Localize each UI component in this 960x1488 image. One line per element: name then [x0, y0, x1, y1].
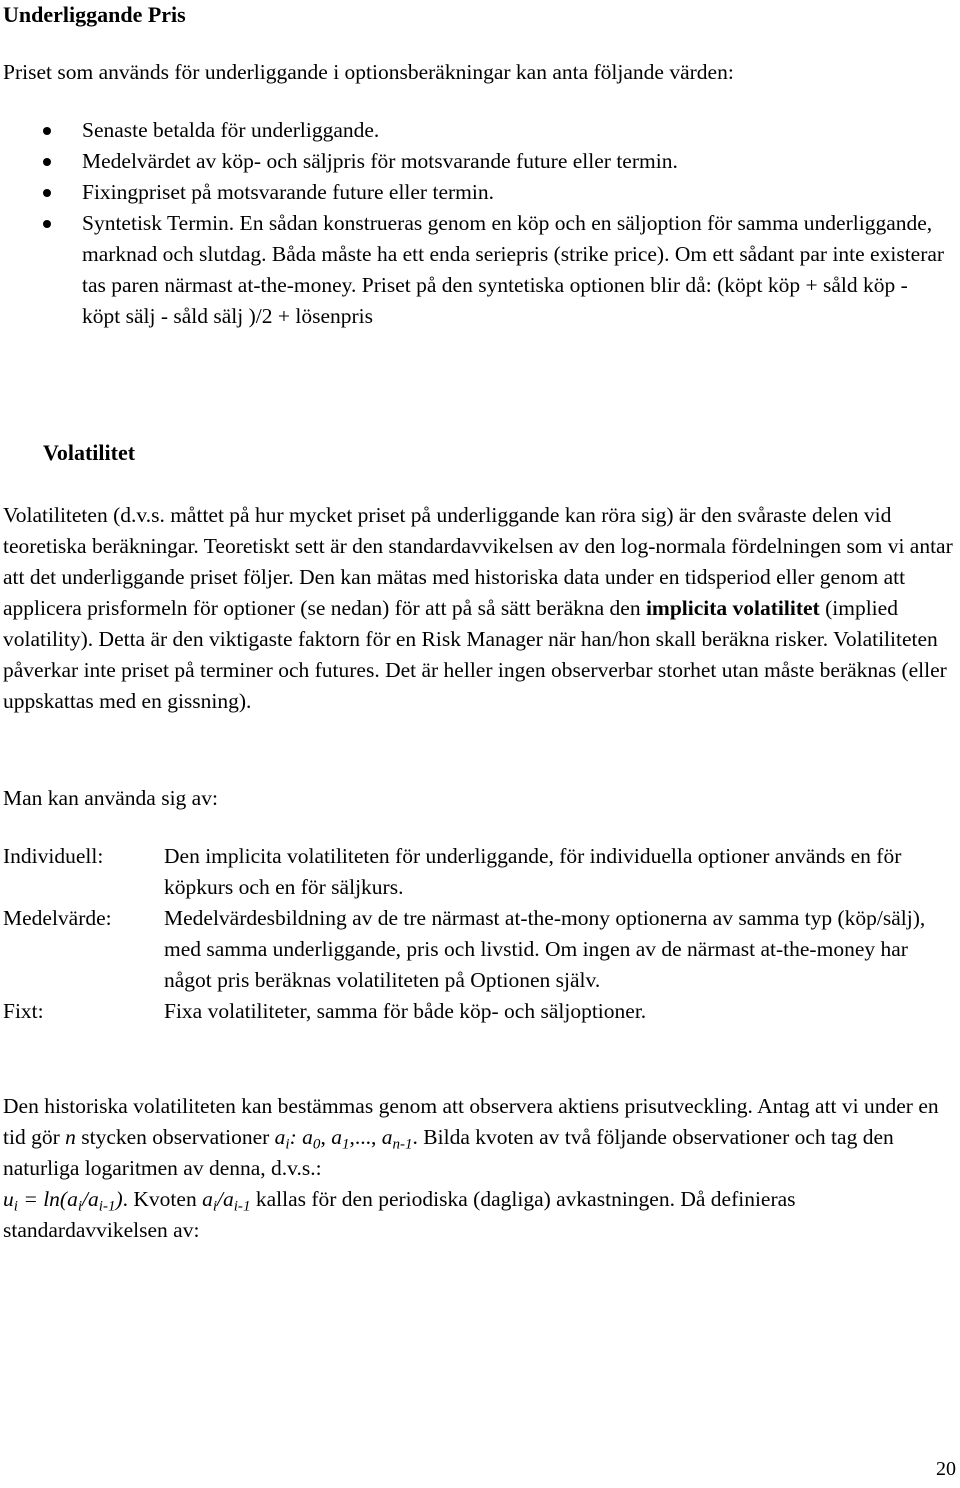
- price-options-list: [0, 115, 950, 332]
- implicit-volatility-term: implicita volatilitet: [645, 596, 820, 620]
- bullet-icon: [43, 189, 51, 197]
- historical-volatility-paragraph: Den historiska volatiliteten kan bestämmas genom att observera aktiens prisutveckling. Antag att vi under en tid gör n stycken observationer $a_i$: $a_0$, $a_1$,..., $a_{n-1}$. Bilda kvoten av två följande observationer och tag den naturliga logaritmen av denna, d.v.s.: $u_i = \ln(a_i/a_{i-1})$. Kvoten $a_i/a_{i-1}$ kallas för den periodiska (dagliga) avkastningen. Då definieras standardavvikelsen av:: [3, 1094, 939, 1242]
- heading-underliggande-pris: Underliggande Pris: [3, 2, 186, 27]
- volatility-paragraph: Volatiliteten (d.v.s. måttet på hur mycket priset på underliggande kan röra sig) är den svåraste delen vid teoretiska beräkningar. Teoretiskt sett är den standardavvikelsen av den log-normala fördelningen som vi antar att det underliggande priset följer. Den kan mätas med historiska data under en tidsperiod eller genom att applicera prisformeln för optioner (se nedan) för att på så sätt beräkna den implicita volatilitet (implied volatility). Detta är den viktigaste faktorn för en Risk Manager när han/hon skall beräkna risker. Volatiliteten påverkar inte priset på terminer och futures. Det är heller ingen observerbar storhet utan måste beräknas (eller uppskattas med en gissning).: [3, 503, 953, 713]
- bullet-icon: [43, 127, 51, 135]
- list-item: Fixingpriset på motsvarande future eller termin.: [0, 177, 950, 208]
- usage-text: Fixa volatiliteter, samma för både köp- och säljoptioner.: [164, 999, 647, 1023]
- volatility-usage-list: [3, 841, 958, 1027]
- usage-row-medelvarde: [3, 903, 958, 996]
- use-intro: Man kan använda sig av:: [3, 786, 218, 810]
- usage-label: Medelvärde:: [3, 906, 112, 930]
- usage-text: Den implicita volatiliteten för underliggande, för individuella optioner används en för köpkurs och en för säljkurs.: [164, 844, 902, 899]
- list-item: Medelvärdet av köp- och säljpris för motsvarande future eller termin.: [0, 146, 950, 177]
- bullet-icon: [43, 220, 51, 228]
- usage-row-individuell: [3, 841, 958, 903]
- list-item: Senaste betalda för underliggande.: [0, 115, 950, 146]
- page-number: 20: [936, 1458, 956, 1480]
- intro-paragraph: Priset som används för underliggande i optionsberäkningar kan anta följande värden:: [3, 60, 734, 84]
- usage-label: Fixt:: [3, 999, 44, 1023]
- list-item: Syntetisk Termin. En sådan konstrueras genom en köp och en säljoption för samma underliggande, marknad och slutdag. Båda måste ha ett enda seriepris (strike price). Om ett sådant par inte existerar tas paren närmast at-the-money. Priset på den syntetiska optionen blir då: (köpt köp + såld köp - köpt sälj - såld sälj )/2 + lösenpris: [0, 208, 950, 332]
- usage-text: Medelvärdesbildning av de tre närmast at-the-mony optionerna av samma typ (köp/sälj), med samma underliggande, pris och livstid. Om ingen av de närmast at-the-money har något pris beräknas volatiliteten på Optionen själv.: [164, 906, 926, 992]
- usage-row-fixt: [3, 996, 958, 1027]
- usage-label: Individuell:: [3, 844, 104, 868]
- heading-volatilitet: Volatilitet: [43, 440, 136, 465]
- bullet-icon: [43, 158, 51, 166]
